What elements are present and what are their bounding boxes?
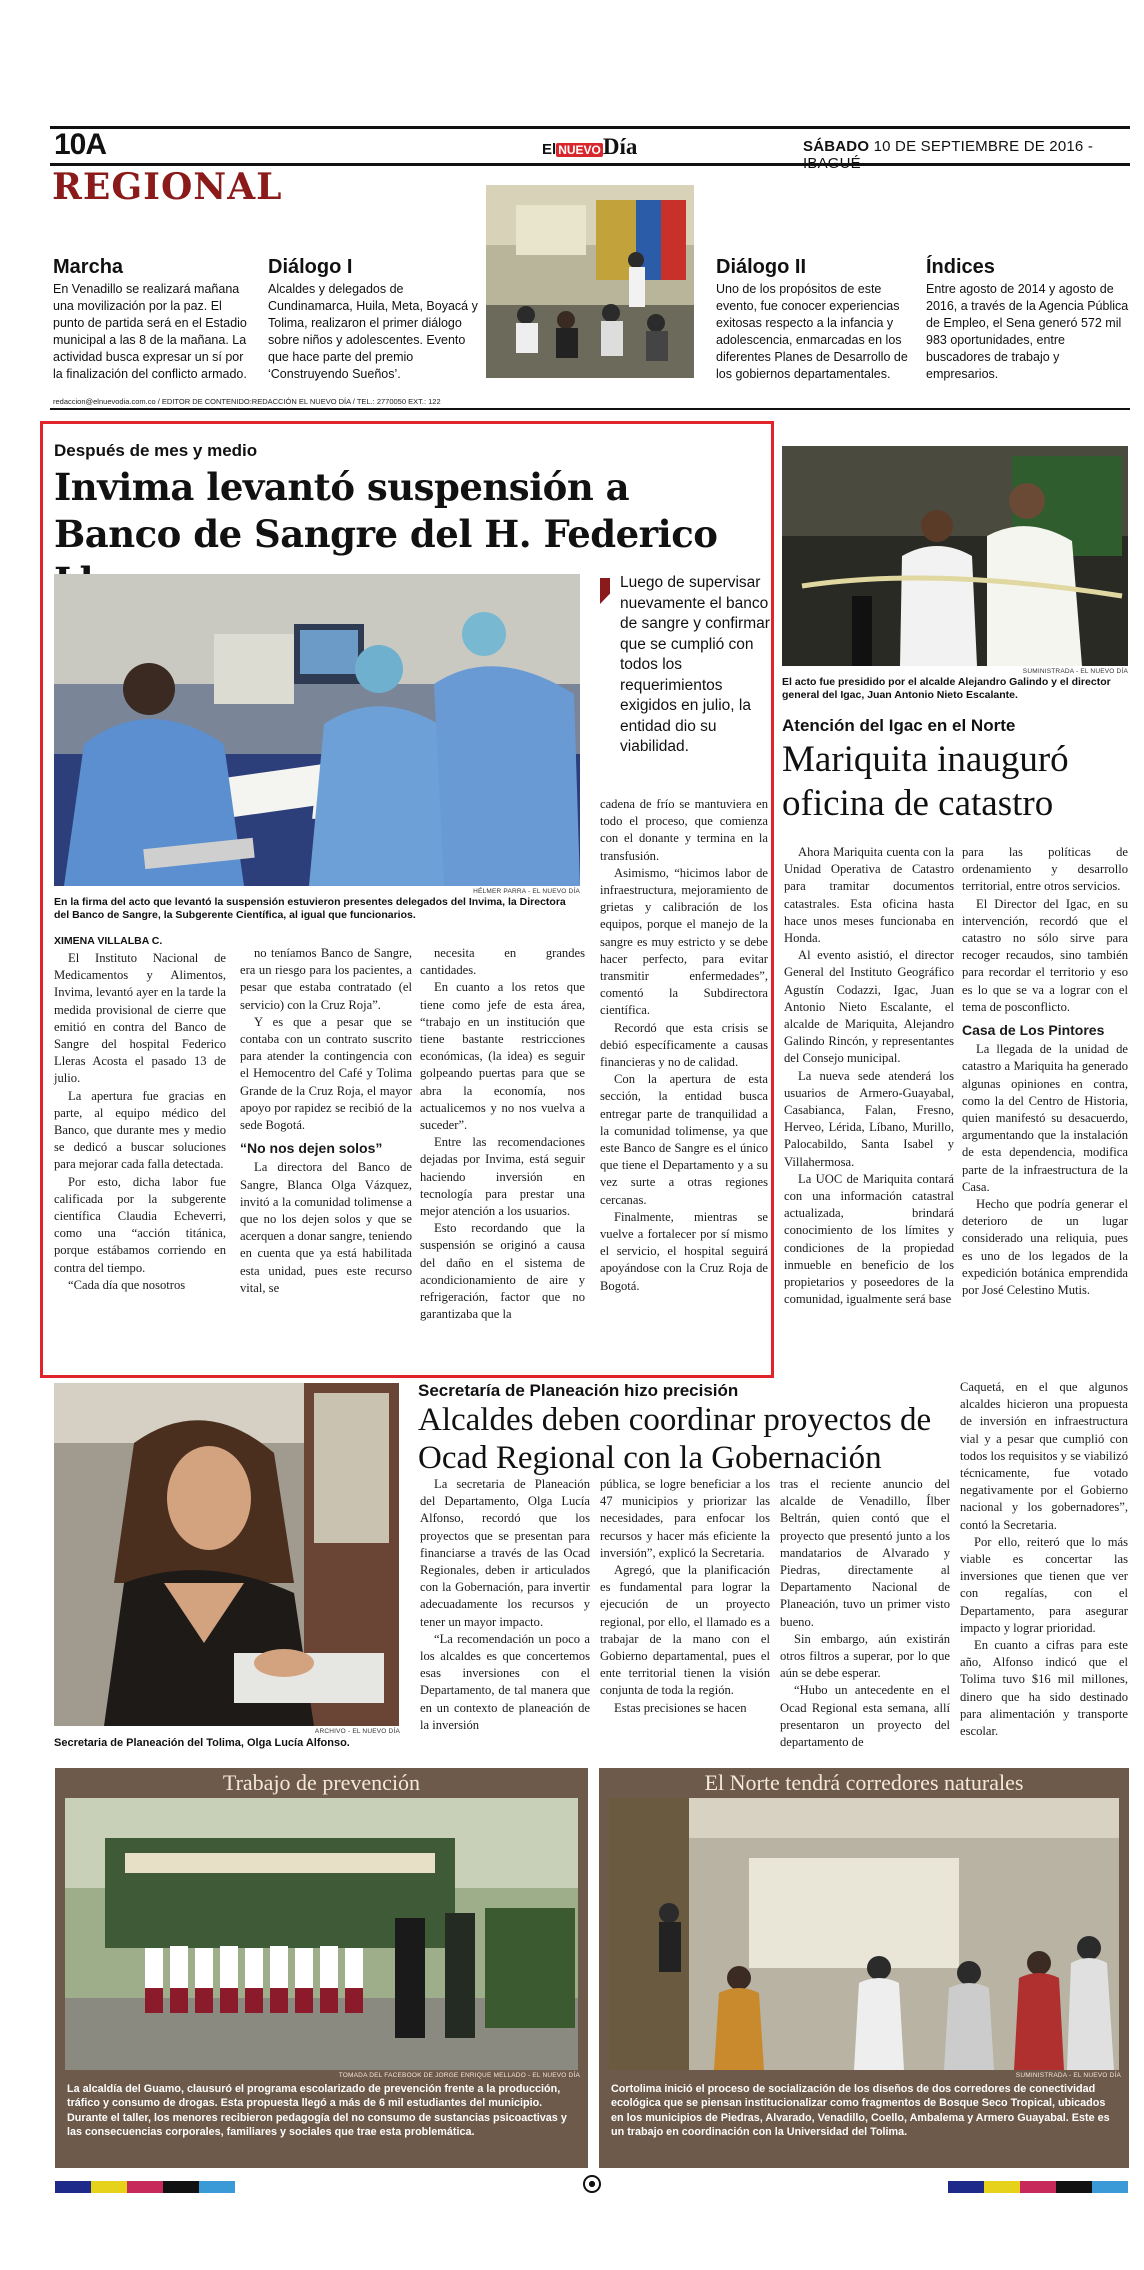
mariquita-photo-caption: El acto fue presidido por el alcalde Alejandro Galindo y el director general del Igac, Juan Antonio Nieto Escalante.: [782, 676, 1111, 701]
mariquita-photo-credit: SUMINISTRADA - EL NUEVO DÍA: [1022, 668, 1128, 675]
planeacion-column-3: tras el reciente anuncio del alcalde de Venadillo, Ílber Beltrán, quien contó que el proyecto que presentó junto a los mandatarios de Alvarado y Piedras, directamente al Departamento Nacional de Planeación, tuvo un primer visto bueno. Sin embargo, aún existirán otros filtros a superar, por lo que aún se debe esperar. “Hubo un antecedente en el Ocad Regional esta semana, allí presentaron un proyecto del departamento de: [780, 1477, 950, 1750]
corredores-title: El Norte tendrá corredores naturales: [704, 1770, 1024, 1795]
header-rule-top: [50, 126, 1130, 129]
planeacion-column-4: Caquetá, en el que algunos alcaldes hicieron una propuesta de inversión en infraestructura vial y a pesar que cumplió con todos los requisitos y se viabilizó técnicamente, fue votado negativamente por el Gobierno nacional y los gobernadores”, contó la Secretaria. Por ello, reiteró que lo más viable es concertar las inversiones que tienen que ver con regalías, con el Departamento, para asegurar impacto y lograr prioridad. En cuanto a cifras para este año, Alfonso indicó que el Tolima tuvo $16 mil millones, dinero que ha sido destinado para alimentación y transporte escolar.: [960, 1380, 1128, 1739]
mariquita-headline: Mariquita inauguró oficina de catastro: [782, 739, 1069, 824]
invima-photo-caption: En la firma del acto que levantó la suspensión estuvieron presentes delegados del Invima, la Directora del Banco de Sangre, la Subgerente Científica, al igual que funcionarios.: [54, 896, 566, 921]
prevencion-panel: [55, 1768, 588, 2168]
invima-column-2: no teníamos Banco de Sangre, era un riesgo para los pacientes, a pesar que estaba contratado (el servicio) con la Cruz Roja”. Y es que a pesar que se contaba con un contrato suscrito para atender la contingencia con el Hemocentro del Café y Tolima Grande de la Cruz Roja, el mayor apoyo por rapidez se recibió de la sede Bogotá. “No nos dejen solos” La directora del Banco de Sangre, Blanca Olga Vázquez, invitó a la comunidad tolimense a que no los dejen solos y que se acerquen a donar sangre, teniendo en cuenta que ya está habilitada esta unidad, pues este recurso vital, se: [240, 946, 412, 1295]
photo-cortolima-meeting: [609, 1798, 1119, 2070]
color-registration-bar-left: [55, 2178, 235, 2190]
mariquita-column-1: Ahora Mariquita cuenta con la Unidad Operativa de Catastro para tramitar documentos catastrales. Esta oficina hasta hace unos meses funcionaba en Honda. Al evento asistió, el director General del Instituto Geográfico Agustín Codazzi, Igac, Juan Antonio Nieto Escalante, el alcalde de Mariquita, Alejandro Galindo Rincón, y representantes del Consejo municipal. La nueva sede atenderá los usuarios de Armero-Guayabal, Casabianca, Falan, Fresno, Herveo, Lérida, Líbano, Murillo, Palocabildo, Santa Isabel y Villahermosa. La UOC de Mariquita contará con una información catastral actualizada, brindará conocimiento de los límites y condiciones de la propiedad inmueble en beneficio de los propietarios y poseedores de la comunidad, igualmente será base: [784, 845, 954, 1307]
invima-column-1: El Instituto Nacional de Medicamentos y Alimentos, Invima, levantó ayer en la tarde la medida provisional de cierre que emitió en contra del Banco de Sangre del hospital Federico Lleras Acosta el pasado 13 de julio. La apertura fue gracias en parte, al equipo médico del Banco, que durante mes y medio se dedicó a buscar soluciones para mejorar cada falla detectada. Por esto, dicha labor fue calificada por la subgerente científica Claudia Echeverri, como una “acción titánica, porque estábamos corriendo en contra del tiempo. “Cada día que nosotros: [54, 951, 226, 1292]
mariquita-kicker: Atención del Igac en el Norte: [782, 716, 1016, 735]
planeacion-column-1: La secretaria de Planeación del Departamento, Olga Lucía Alfonso, recordó que los proyectos que se presentan para financiarse a través de las Ocad Regionales, deben ir articulados con la Gobernación, para invertir adecuadamente los recursos y tener un mayor impacto. “La recomendación un poco a los alcaldes es que concertemos esas inversiones con el Departamento, de tal manera que en un contexto de planeación de la inversión: [420, 1477, 590, 1732]
invima-headline: Invima levantó suspensión a Banco de Sangre del H. Federico: [54, 465, 718, 556]
corredores-photo-credit: SUMINISTRADA - EL NUEVO DÍA: [1015, 2072, 1121, 2079]
planeacion-photo-caption: Secretaria de Planeación del Tolima, Olga Lucía Alfonso.: [54, 1737, 350, 1749]
section-title: REGIONAL: [52, 166, 283, 208]
brief-marcha: Marcha En Venadillo se realizará mañana una movilización por la paz. El punto de partida será en el Estadio municipal a las 8 de la mañana. La actividad busca expresar un sí por la finalización del conflicto armado.: [53, 256, 247, 381]
photo-students-ceremony: [65, 1798, 578, 2070]
photo-blood-bank: [54, 574, 580, 886]
photo-dialogo-event: [486, 185, 694, 378]
photo-olga-lucia-alfonso: [54, 1383, 399, 1726]
prevencion-caption: La alcaldía del Guamo, clausuró el programa escolarizado de prevención frente a la producción, tráfico y consumo de drogas. Esta propuesta llegó a más de 6 mil estudiantes del municipio. Durante el taller, los menores recibieron pedagogía del no consumo de sustancias psicoactivas y las consecuencias corporales, familiares y sociales que trae esta problemática.: [67, 2083, 567, 2139]
prevencion-photo-credit: TOMADA DEL FACEBOOK DE JORGE ENRIQUE MELLADO - EL NUEVO DÍA: [338, 2072, 580, 2079]
corredores-panel: [599, 1768, 1129, 2168]
planeacion-photo-credit: ARCHIVO - EL NUEVO DÍA: [314, 1728, 400, 1735]
color-registration-bar-right: [948, 2178, 1128, 2190]
prevencion-title: Trabajo de prevención: [222, 1770, 421, 1795]
invima-pull-quote: Luego de supervisar nuevamente el banco de sangre y confirmar que se cumplió con todos los requerimientos exigidos en julio, la entidad dio su viabilidad.: [620, 574, 770, 755]
corredores-caption: Cortolima inició el proceso de socialización de los diseños de dos corredores de conectividad ecológica que se piensan institucionalizar como fragmentos de Bosque Seco Tropical, ubicados en los municipios de Piedras, Alvarado, Venadillo, Coello, Ambalema y Armero Guayabal. Este es un trabajo en coordinación con la Universidad del Tolima.: [611, 2083, 1110, 2139]
mariquita-subhead: Casa de Los Pintores: [962, 1022, 1105, 1039]
brief-dialogo-1: Diálogo I Alcaldes y delegados de Cundinamarca, Huila, Meta, Boyacá y Tolima, realizaron el primer diálogo sobre niños y adolescentes. Evento que hace parte del premio ‘Construyendo Sueños’.: [268, 256, 478, 381]
brief-dialogo-2: Diálogo II Uno de los propósitos de este evento, fue conocer experiencias exitosas respecto a la infancia y adolescencia, enmarcadas en los diferentes Planes de Desarrollo de los gobiernos departamentales.: [716, 256, 908, 381]
photo-ribbon-cutting: [782, 446, 1128, 666]
registration-mark: [583, 2175, 601, 2193]
planeacion-headline: Alcaldes deben coordinar proyectos de Ocad Regional con la Gobernación: [418, 1402, 932, 1476]
newspaper-logo: El NUEVODía: [542, 134, 638, 159]
brief-indices: Índices Entre agosto de 2014 y agosto de 2016, a través de la Agencia Pública de Empleo, el Sena generó 572 mil 983 oportunidades, entre buscadores de trabajo y empresarios.: [926, 256, 1129, 381]
invima-photo-credit: HÉLMER PARRA - EL NUEVO DÍA: [473, 888, 580, 895]
contact-rule: [50, 408, 1130, 410]
invima-column-3: necesita en grandes cantidades. En cuanto a los retos que tiene como jefe de esta área, “trabajo en un institución que tiene bastante restricciones económicas, (la idea) es seguir golpeando puertas para que se abra la economía, nos actualicemos y no nos vuelva a suceder”. Entre las recomendaciones dejadas por Invima, está seguir haciendo inversión en tecnología para prestar una mejor atención a los usuarios. Esto recordando que la suspensión se originó a causa del daño en el sistema de acondicionamiento de aire y refrigeración, factor que no garantizaba que la: [420, 946, 585, 1322]
contact-line: redaccion@elnuevodia.com.co / EDITOR DE CONTENIDO:REDACCIÓN EL NUEVO DÍA / TEL.: 2770050 EXT.: 122: [53, 397, 441, 406]
invima-column-4: cadena de frío se mantuviera en todo el proceso, que comienza con el donante y termina en la transfusión. Asimismo, “hicimos labor de infraestructura, mejoramiento de grietas y calibración de los equipos, porque el manejo de la sangre es muy estricto y se debe hacer perfecto, para evitar transmitir enfermedades”, comentó la Subdirectora científica. Recordó que esta crisis se debió específicamente a causas financieras y no de calidad. Con la apertura de esta sección, la entidad busca entregar parte de tranquilidad a la comunidad tolimense, ya que este Banco de Sangre es el único que tiene el Departamento y a su vez surte a otras regiones cercanas. Finalmente, mientras se vuelve a fortalecer por sí mismo el servicio, el hospital seguirá apoyándose con la Cruz Roja de Bogotá.: [600, 797, 768, 1293]
planeacion-kicker: Secretaría de Planeación hizo precisión: [418, 1381, 739, 1400]
invima-byline: XIMENA VILLALBA C.: [54, 935, 163, 947]
planeacion-column-2: pública, se logre beneficiar a los 47 municipios y priorizar las necesidades, para enfocar los recursos y hacer más eficiente la inversión”, explicó la Secretaria. Agregó, que la planificación es fundamental para lograr la ejecución de un proyecto regional, por ello, el llamado es a trabajar de la mano con el Gobierno departamental, pues el ente territorial tienen la visión conjunta de toda la región. Estas precisiones se hacen: [600, 1477, 770, 1715]
invima-subhead: “No nos dejen solos”: [240, 1140, 383, 1157]
page-number: 10A: [54, 128, 107, 161]
invima-kicker: Después de mes y medio: [54, 441, 258, 460]
issue-date: SÁBADO 10 DE SEPTIEMBRE DE 2016 -: [803, 138, 1094, 155]
mariquita-column-2: para las políticas de ordenamiento y desarrollo territorial, entre otros servicios. El Director del Igac, en su intervención, recordó que el catastro no sólo sirve para recoger recaudos, sino también para recordar el territorio y eso es lo que se va a lograr con el tema de posconflicto. Casa de Los Pintores La llegada de la unidad de catastro a Mariquita ha generado algunas opiniones en contra, como la del Centro de Historia, quien manifestó su desacuerdo, argumentando que la instalación de esta dependencia, modifica parte de la infraestructura de la Casa. Hecho que podría generar el deterioro de un lugar considerado una reliquia, pues es uno de los legados de la expedición botánica emprendida por José Celestino Mutis.: [962, 845, 1128, 1298]
